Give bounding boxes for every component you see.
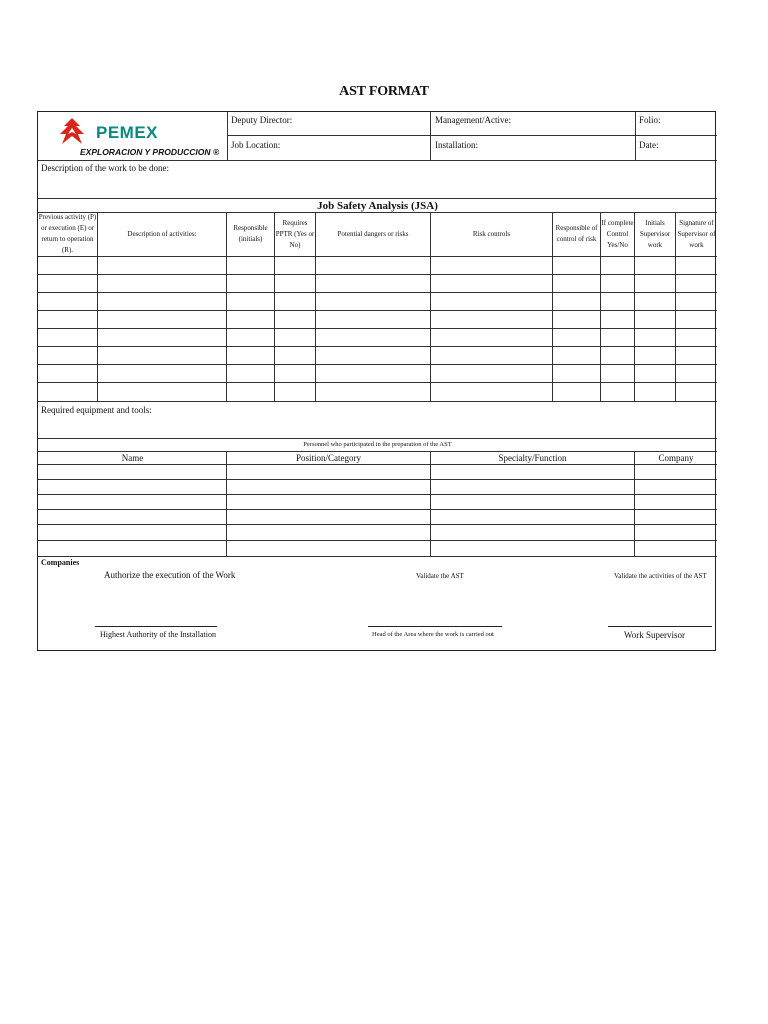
validate-ast-label: Validate the AST [416, 572, 464, 580]
management-active-label: Management/Active: [435, 115, 511, 125]
authorize-label: Authorize the execution of the Work [104, 570, 236, 580]
personnel-col-company: Company [658, 453, 694, 463]
jsa-col-description: Description of activities: [127, 229, 197, 238]
jsa-col-phase: Previous activity (P) or execution (E) or return to operation (R). [38, 213, 97, 254]
pemex-eagle-icon [54, 116, 94, 150]
job-location-label: Job Location: [231, 140, 281, 150]
personnel-col-specialty: Specialty/Function [498, 453, 567, 463]
jsa-col-dangers: Potential dangers or risks [337, 229, 409, 238]
validate-activities-label: Validate the activities of the AST [614, 572, 707, 580]
jsa-col-responsible: Responsible (initials) [233, 224, 268, 243]
personnel-caption: Personnel who participated in the preparation of the AST [303, 441, 452, 448]
head-of-area-label: Head of the Area where the work is carried out [372, 631, 494, 638]
logo-brand: PEMEX [96, 123, 159, 142]
installation-label: Installation: [435, 140, 478, 150]
equipment-label: Required equipment and tools: [41, 405, 152, 415]
personnel-col-position: Position/Category [296, 453, 361, 463]
logo-subtitle: EXPLORACION Y PRODUCCION ® [80, 147, 220, 157]
deputy-director-label: Deputy Director: [231, 115, 293, 125]
date-label: Date: [639, 140, 659, 150]
description-label: Description of the work to be done: [41, 163, 169, 173]
jsa-col-initials: Initials Supervisor work [639, 218, 671, 249]
form-title: AST FORMAT [339, 84, 429, 99]
jsa-col-controls: Risk controls [472, 229, 511, 238]
jsa-col-complete: If complete Control Yes/No [601, 218, 634, 249]
ast-form [37, 111, 716, 651]
highest-authority-label: Highest Authority of the Installation [100, 630, 216, 639]
jsa-col-control-responsible: Responsible of control of risk [555, 224, 598, 243]
jsa-col-pptr: Requires PPTR (Yes or No) [275, 218, 315, 249]
folio-label: Folio: [639, 115, 661, 125]
pemex-logo [50, 114, 230, 160]
personnel-col-name: Name [121, 453, 144, 463]
jsa-col-signature: Signature of Supervisor of work [677, 218, 716, 249]
companies-label: Companies [41, 558, 80, 567]
work-supervisor-label: Work Supervisor [624, 630, 686, 640]
jsa-title: Job Safety Analysis (JSA) [317, 200, 438, 212]
